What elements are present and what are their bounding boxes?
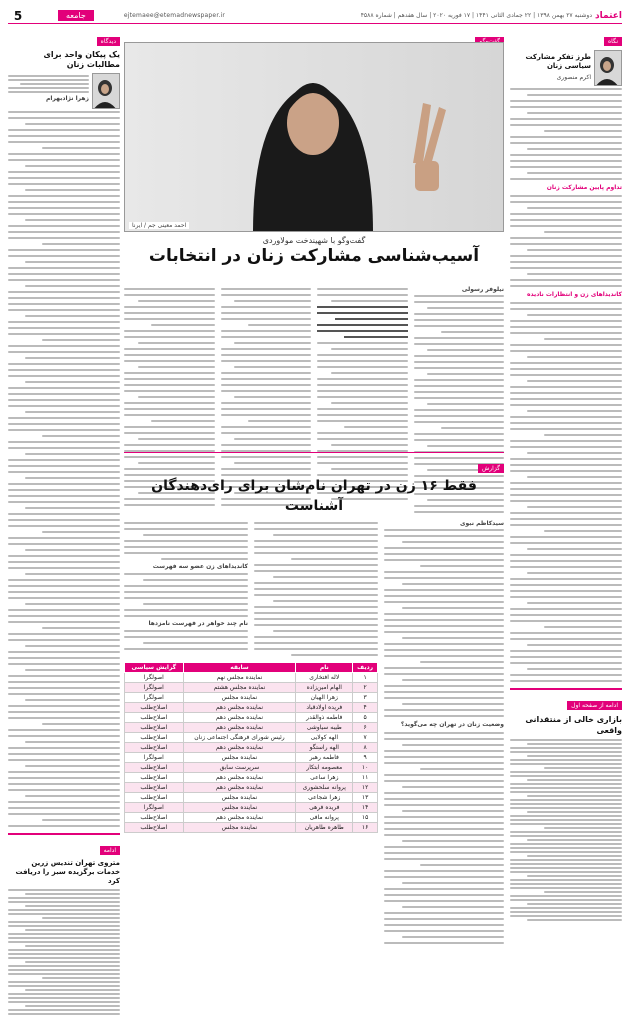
col-header-name: نام [296,663,353,673]
col-header-row: ردیف [353,663,378,673]
candidate-name: زهرا الهیان [296,693,353,703]
candidate-orientation: اصلاح‌طلب [125,813,184,823]
candidate-background: نماینده مجلس هشتم [183,683,296,693]
table-row [125,693,378,703]
candidate-orientation: اصلاح‌طلب [125,733,184,743]
lead-byline: نیلوفر رسولی [461,286,504,293]
table-row [125,743,378,753]
candidate-name: الهه راستگو [296,743,353,753]
candidate-orientation: اصلاح‌طلب [125,743,184,753]
row-number: ۳ [353,693,378,703]
candidate-background: رئیس شورای فرهنگی اجتماعی زنان [183,733,296,743]
candidate-orientation: اصولگرا [125,683,184,693]
candidate-orientation: اصولگرا [125,673,184,683]
metro-note-tag: ادامه [100,846,120,855]
candidate-name: زهرا شجاعی [296,793,353,803]
candidate-name: فاطمه ذوالقدر [296,713,353,723]
row-number: ۶ [353,723,378,733]
candidate-name: الهام امین‌زاده [296,683,353,693]
candidate-background: نماینده مجلس دهم [183,773,296,783]
row-number: ۹ [353,753,378,763]
col-header-orientation: گرایش سیاسی [125,663,184,673]
row-number: ۱۵ [353,813,378,823]
continued-box [510,688,622,921]
lead-kicker: گفت‌وگو با شهیندخت مولاوردی [262,236,366,245]
table-row [125,703,378,713]
row-number: ۱۳ [353,793,378,803]
candidate-name: فریده اولادقباد [296,703,353,713]
continued-tag: ادامه از صفحه اول [567,701,622,710]
report-tag: گزارش [478,464,504,473]
table-row [125,733,378,743]
report-story [124,448,504,831]
section-email: ejtemaee@etemadnewspaper.ir [123,12,226,19]
candidates-table-header [125,663,378,673]
table-row [125,723,378,733]
row-number: ۱۴ [353,803,378,813]
page-header [8,8,622,24]
row-number: ۱۱ [353,773,378,783]
candidate-orientation: اصلاح‌طلب [125,793,184,803]
page-number: 5 [13,8,23,23]
candidates-table [124,662,378,833]
row-number: ۵ [353,713,378,723]
row-number: ۱۰ [353,763,378,773]
row-number: ۸ [353,743,378,753]
left-column-tag: دیدگاه [97,37,120,46]
section-label: جامعه [58,10,94,21]
right-column-title: طرز تفکر مشارکت سیاسی زنان [525,53,591,70]
lead-story [124,28,504,448]
table-row [125,683,378,693]
candidate-orientation: اصلاح‌طلب [125,703,184,713]
candidate-orientation: اصلاح‌طلب [125,823,184,833]
candidate-background: نماینده مجلس [183,753,296,763]
row-number: ۲ [353,683,378,693]
candidate-orientation: اصلاح‌طلب [125,783,184,793]
table-row [125,803,378,813]
candidate-orientation: اصلاح‌طلب [125,763,184,773]
table-row [125,793,378,803]
row-number: ۱ [353,673,378,683]
left-author-photo [92,73,120,109]
left-column-title: یک پیکان واحد برای مطالبات زنان [43,50,120,69]
row-number: ۱۲ [353,783,378,793]
candidate-background: نماینده مجلس [183,803,296,813]
candidate-name: فریده فرهی [296,803,353,813]
table-row [125,763,378,773]
candidate-background: سرپرست سابق [183,763,296,773]
candidate-background: نماینده مجلس دهم [183,703,296,713]
lead-title: آسیب‌شناسی مشارکت زنان در انتخابات [148,246,480,266]
left-column-author: زهرا نژادبهرام [45,95,89,102]
continued-title: بازاری خالی از منتقدانی واقعی [525,715,622,735]
candidate-background: نماینده مجلس [183,823,296,833]
author-photo [594,50,622,86]
report-subhead-1: کاندیداهای زن عضو سه فهرست [152,563,248,570]
candidate-name: لاله افتخاری [296,673,353,683]
report-subhead-2: نام چند خواهر در فهرست نامزدها [148,620,248,627]
left-column-body [8,109,120,829]
candidate-name: زهرا ساعی [296,773,353,783]
row-number: ۱۶ [353,823,378,833]
candidate-orientation: اصولگرا [125,803,184,813]
newspaper-logo: اعتماد [595,10,622,21]
candidate-background: نماینده مجلس دهم [183,743,296,753]
col-header-background: سابقه [183,663,296,673]
metro-note-box [8,833,120,1015]
report-title: فقط ۱۶ زن در تهران نام‌شان برای رای‌دهندگان آشناست [151,478,477,514]
candidate-orientation: اصولگرا [125,753,184,763]
right-column-body [510,86,622,684]
candidate-orientation: اصلاح‌طلب [125,723,184,733]
candidate-orientation: اصولگرا [125,693,184,703]
candidate-orientation: اصلاح‌طلب [125,713,184,723]
candidate-background: نماینده مجلس [183,793,296,803]
candidate-background: نماینده مجلس نهم [183,673,296,683]
metro-note-title: متروی تهران تندیس زرین خدمات برگزیده سبز را دریافت کرد [15,859,120,885]
candidate-background: نماینده مجلس دهم [183,723,296,733]
report-text-col-1 [384,520,504,946]
candidate-name: الهه کولایی [296,733,353,743]
right-column [510,28,622,812]
candidate-name: معصومه ابتکار [296,763,353,773]
candidate-background: نماینده مجلس دهم [183,783,296,793]
candidate-name: پروانه سلحشوری [296,783,353,793]
table-row [125,773,378,783]
lead-photo-caption: احمد معینی جم / ایرنا [129,222,189,229]
table-row [125,813,378,823]
report-text-col-3 [124,520,248,658]
lead-photo [124,42,504,232]
candidate-name: فاطمه رهبر [296,753,353,763]
table-row [125,823,378,833]
right-column-tag: نگاه [604,37,622,46]
table-row [125,713,378,723]
candidate-background: نماینده مجلس [183,693,296,703]
report-subhead-3: وضعیت زنان در تهران چه می‌گوید؟ [400,721,504,728]
row-number: ۷ [353,733,378,743]
candidate-name: طاهره طاهریان [296,823,353,833]
right-column-subhead-2: کاندیداهای زن و انتظارات نادیده [526,291,622,298]
candidate-orientation: اصلاح‌طلب [125,773,184,783]
report-byline: سیدکاظم نبوی [460,520,504,527]
candidate-background: نماینده مجلس دهم [183,813,296,823]
right-column-subhead: تداوم پایین مشارکت زنان [546,184,622,191]
candidate-background: نماینده مجلس دهم [183,713,296,723]
issue-date-line: دوشنبه ۲۷ بهمن ۱۳۹۸ | ۲۲ جمادی الثانی ۱۴۴۱ | ۱۷ فوریه ۲۰۲۰ | سال هفدهم | شماره ۴۵۸۸ [360,12,592,19]
candidate-name: طیبه سیاوشی [296,723,353,733]
right-column-author: اکرم منصوری [556,74,591,81]
table-row [125,783,378,793]
row-number: ۴ [353,703,378,713]
candidate-name: پروانه مافی [296,813,353,823]
report-text-col-2 [254,520,378,658]
table-row [125,673,378,683]
table-row [125,753,378,763]
left-column [8,28,120,885]
